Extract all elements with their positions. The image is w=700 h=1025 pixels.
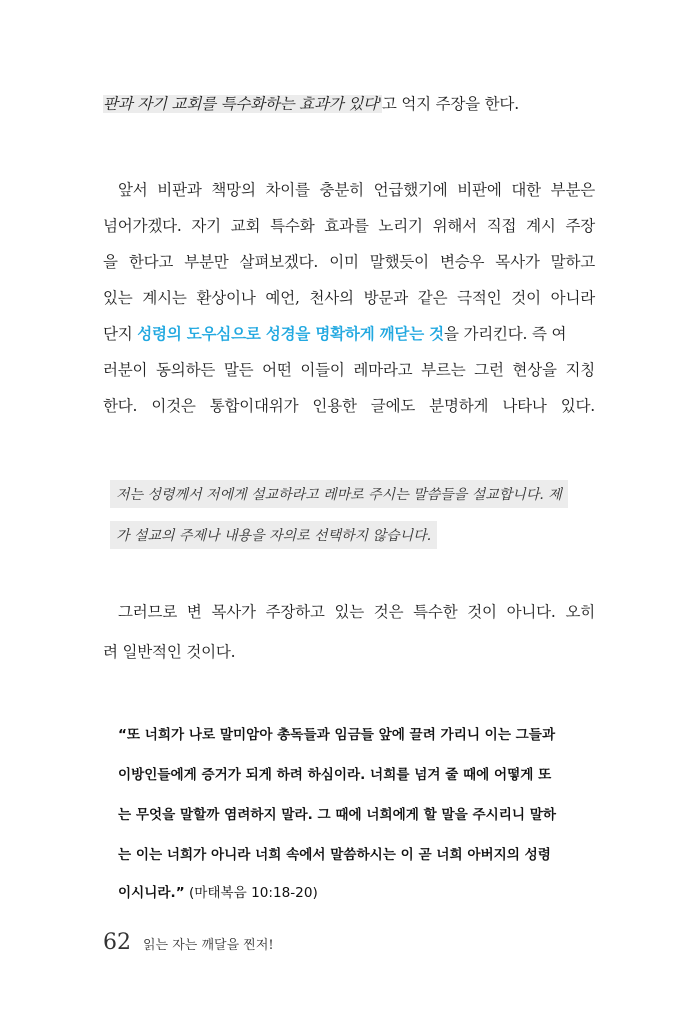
running-title: 읽는 자는 깨달을 찐저!	[143, 938, 274, 953]
page-number: 62	[103, 930, 131, 955]
block-quote-line: 가 설교의 주제나 내용을 자의로 선택하지 않습니다.	[110, 521, 437, 549]
block-quote	[110, 521, 578, 549]
paragraph-line: 넘어가겠다. 자기 교회 특수화 효과를 노리기 위해서 직접 계시 주장	[103, 217, 595, 235]
paragraph-continuation	[103, 92, 595, 114]
block-quote	[110, 480, 578, 508]
line-prefix: 단지	[103, 325, 138, 343]
scripture-reference: (마태복음 10:18-20)	[184, 885, 318, 901]
scripture-line: 는 무엇을 말할까 염려하지 말라. 그 때에 너희에게 할 말을 주시리니 말하	[118, 807, 557, 823]
scripture-line: “또 너희가 나로 말미암아 총독들과 임금들 앞에 끌려 가리니 이는 그들과	[118, 727, 556, 743]
page-footer	[103, 930, 274, 955]
scripture-line: 이방인들에게 증거가 되게 하려 하심이라. 너희를 넘겨 줄 때에 어떻게 또	[118, 767, 552, 783]
paragraph-line: 한다. 이것은 통합이대위가 인용한 글에도 분명하게 나타나 있다.	[103, 397, 595, 415]
paragraph-line: 려 일반적인 것이다.	[103, 643, 236, 661]
paragraph-line: 그러므로 변 목사가 주장하고 있는 것은 특수한 것이 아니다. 오히	[118, 603, 595, 621]
paragraph-line: 앞서 비판과 책망의 차이를 충분히 언급했기에 비판에 대한 부분은	[118, 181, 595, 199]
paragraph-line: 을 한다고 부분만 살펴보겠다. 이미 말했듯이 변승우 목사가 말하고	[103, 253, 595, 271]
scripture-last-line	[118, 881, 588, 901]
paragraph-continuation-rest: 고 억지 주장을 한다.	[381, 95, 519, 113]
line-suffix: 을 가리킨다. 즉 여	[443, 325, 567, 343]
block-quote-line: 저는 성령께서 저에게 설교하라고 레마로 주시는 말씀들을 설교합니다. 제	[110, 480, 568, 508]
paragraph-line: 있는 계시는 환상이나 예언, 천사의 방문과 같은 극적인 것이 아니라	[103, 289, 595, 307]
scripture-end: 이시니라.”	[118, 885, 185, 901]
paragraph-line-emphasis	[103, 322, 595, 344]
paragraph-line: 러분이 동의하든 말든 어떤 이들이 레마라고 부르는 그런 현상을 지칭	[103, 361, 595, 379]
highlighted-quote-fragment: 판과 자기 교회를 특수화하는 효과가 있다'	[103, 95, 382, 113]
emphasis-text: 성령의 도우심으로 성경을 명확하게 깨닫는 것	[137, 325, 444, 343]
scripture-line: 는 이는 너희가 아니라 너희 속에서 말씀하시는 이 곧 너희 아버지의 성령	[118, 847, 551, 863]
